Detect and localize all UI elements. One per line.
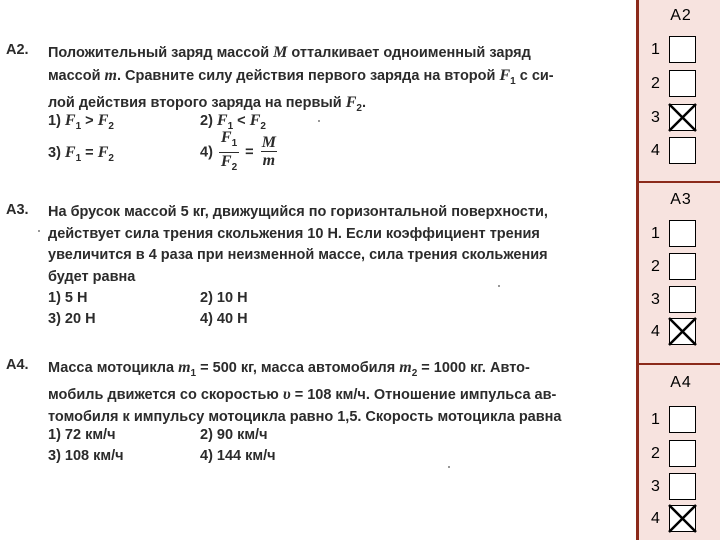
answer-row-number: 2 (651, 75, 660, 92)
answer-checkbox-checked[interactable] (669, 104, 696, 131)
question-text: На брусок массой 5 кг, движущийся по горизонтальной поверхности, действует сила трения скольжения 10 Н. Если коэффициент трения увеличится в 4 раза при неизменной массе, сила трения скольжения будет равна (48, 204, 548, 285)
option-4: 4) 144 км/ч (200, 448, 276, 464)
answer-row[interactable] (639, 70, 720, 100)
answer-checkbox[interactable] (669, 473, 696, 500)
answer-row[interactable] (639, 406, 720, 436)
fraction-f1-f2: $\frac{F_1}{F_2}$ (219, 130, 239, 176)
check-x-icon (667, 503, 698, 534)
answer-block-title: A4 (670, 374, 692, 391)
answer-row-number: 4 (651, 142, 660, 159)
panel-divider (639, 363, 720, 365)
panel-divider (639, 181, 720, 183)
answer-row[interactable] (639, 505, 720, 535)
answer-checkbox[interactable] (669, 253, 696, 280)
answer-checkbox-checked[interactable] (669, 318, 696, 345)
answer-row-number: 2 (651, 445, 660, 462)
scan-speck (448, 466, 450, 468)
answer-block-title: A3 (670, 191, 692, 208)
option-4: 4) $\frac{F_1}{F_2}$ = $\frac{M}{m}$ (200, 130, 280, 176)
option-2: 2) $F_1 < F_2$ (200, 112, 266, 132)
option-2: 2) 90 км/ч (200, 427, 268, 443)
answer-row-number: 4 (651, 510, 660, 527)
answer-row-number: 1 (651, 41, 660, 58)
answer-row-number: 3 (651, 291, 660, 308)
question-number: A3. (6, 202, 29, 218)
answer-checkbox[interactable] (669, 137, 696, 164)
answer-row-number: 1 (651, 225, 660, 242)
check-x-icon (667, 316, 698, 347)
question-number: A4. (6, 357, 29, 373)
answer-row[interactable] (639, 473, 720, 503)
answer-row[interactable] (639, 220, 720, 250)
answer-row-number: 2 (651, 258, 660, 275)
answer-row-number: 3 (651, 109, 660, 126)
answer-checkbox[interactable] (669, 286, 696, 313)
answer-row-number: 3 (651, 478, 660, 495)
option-1: 1) 5 Н (48, 290, 88, 306)
answer-checkbox[interactable] (669, 70, 696, 97)
answer-row[interactable] (639, 318, 720, 348)
answer-checkbox[interactable] (669, 440, 696, 467)
scan-speck (318, 120, 320, 122)
question-number: A2. (6, 42, 29, 58)
option-1: 1) 72 км/ч (48, 427, 116, 443)
answer-checkbox[interactable] (669, 36, 696, 63)
answer-row[interactable] (639, 36, 720, 66)
answer-row[interactable] (639, 137, 720, 167)
option-3: 3) $F_1 = F_2$ (48, 144, 114, 164)
answer-checkbox[interactable] (669, 220, 696, 247)
question-text: Масса мотоцикла $m_1 = 500$ кг, масса автомобиля $m_2 = 1000$ кг. Авто- мобиль движется со скоростью υ = 108 км/ч. Отношение импульса ав- томобиля к импульсу мотоцикла равно 1,5. Скорость мотоцикла равна (48, 359, 562, 425)
answer-row[interactable] (639, 440, 720, 470)
option-3: 3) 20 Н (48, 311, 96, 327)
answer-row-number: 1 (651, 411, 660, 428)
option-1: 1) $F_1 > F_2$ (48, 112, 114, 132)
answer-checkbox[interactable] (669, 406, 696, 433)
fraction-m-m: $\frac{M}{m}$ (261, 134, 276, 170)
answer-row[interactable] (639, 286, 720, 316)
scan-speck (38, 230, 40, 232)
answer-row[interactable] (639, 104, 720, 134)
option-3: 3) 108 км/ч (48, 448, 124, 464)
answer-block-title: A2 (670, 7, 692, 24)
scan-speck (498, 285, 500, 287)
answer-row-number: 4 (651, 323, 660, 340)
option-4: 4) 40 Н (200, 311, 248, 327)
answer-panel (636, 0, 720, 540)
answer-checkbox-checked[interactable] (669, 505, 696, 532)
option-2: 2) 10 Н (200, 290, 248, 306)
question-text: Положительный заряд массой M отталкивает одноименный заряд массой m. Сравните силу действия первого заряда на второй $F_1$ с си- лой действия второго заряда на первый $F_2$. (48, 44, 554, 114)
answer-row[interactable] (639, 253, 720, 283)
check-x-icon (667, 102, 698, 133)
